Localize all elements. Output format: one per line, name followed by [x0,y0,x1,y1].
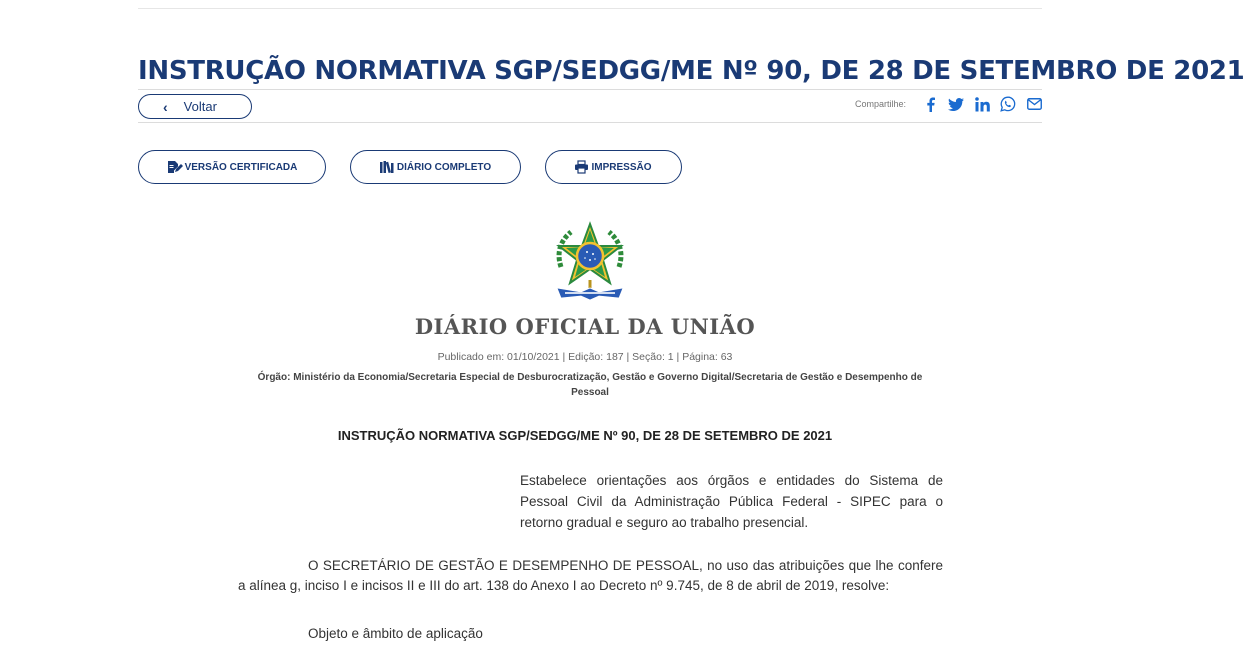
title-divider [138,89,1042,90]
chevron-left-icon: ‹ [163,98,168,115]
full-journal-button[interactable] [350,150,521,184]
whatsapp-icon[interactable] [1000,96,1016,112]
brazil-coat-of-arms-emblem [551,222,629,304]
section-heading: Objeto e âmbito de aplicação [308,626,483,641]
books-icon [380,161,394,173]
publication-info: Publicado em: 01/10/2021 | Edição: 187 | Seção: 1 | Página: 63 [437,351,733,363]
toolbar-divider [138,122,1042,123]
print-label: IMPRESSÃO [591,161,652,173]
twitter-icon[interactable] [948,96,964,112]
issuing-agency: Órgão: Ministério da Economia/Secretaria Especial de Desburocratização, Gestão e Governo Digital/Secretaria de Gestão e Desempenho de Pessoal [257,372,923,398]
linkedin-icon[interactable] [974,96,990,112]
certified-version-label: VERSÃO CERTIFICADA [184,161,298,173]
top-divider [138,8,1042,9]
certified-doc-icon [167,161,182,173]
certified-version-button[interactable] [138,150,326,184]
email-icon[interactable] [1026,96,1042,112]
share-bar [855,96,1042,112]
gazette-title: DIÁRIO OFICIAL DA UNIÃO [414,314,756,339]
summary-ementa: Estabelece orientações aos órgãos e entidades do Sistema de Pessoal Civil da Administração Pública Federal - SIPEC para o retorno gradual e seguro ao trabalho presencial. [520,473,943,530]
preamble-paragraph: O SECRETÁRIO DE GESTÃO E DESEMPENHO DE PESSOAL, no uso das atribuições que lhe confere a alínea g, inciso I e incisos II e III do art. 138 do Anexo I ao Decreto nº 9.745, de 8 de abril de 2019, resolve: [238,558,943,593]
normative-title: INSTRUÇÃO NORMATIVA SGP/SEDGG/ME Nº 90, DE 28 DE SETEMBRO DE 2021 [337,428,833,443]
print-button[interactable] [545,150,682,184]
back-button-label: Voltar [183,99,217,114]
facebook-icon[interactable] [922,96,938,112]
printer-icon [575,161,588,173]
back-button[interactable] [138,94,252,119]
page-title: INSTRUÇÃO NORMATIVA SGP/SEDGG/ME Nº 90, DE 28 DE SETEMBRO DE 2021 [138,56,1244,86]
full-journal-label: DIÁRIO COMPLETO [396,161,492,173]
share-label: Compartilhe: [854,99,906,109]
